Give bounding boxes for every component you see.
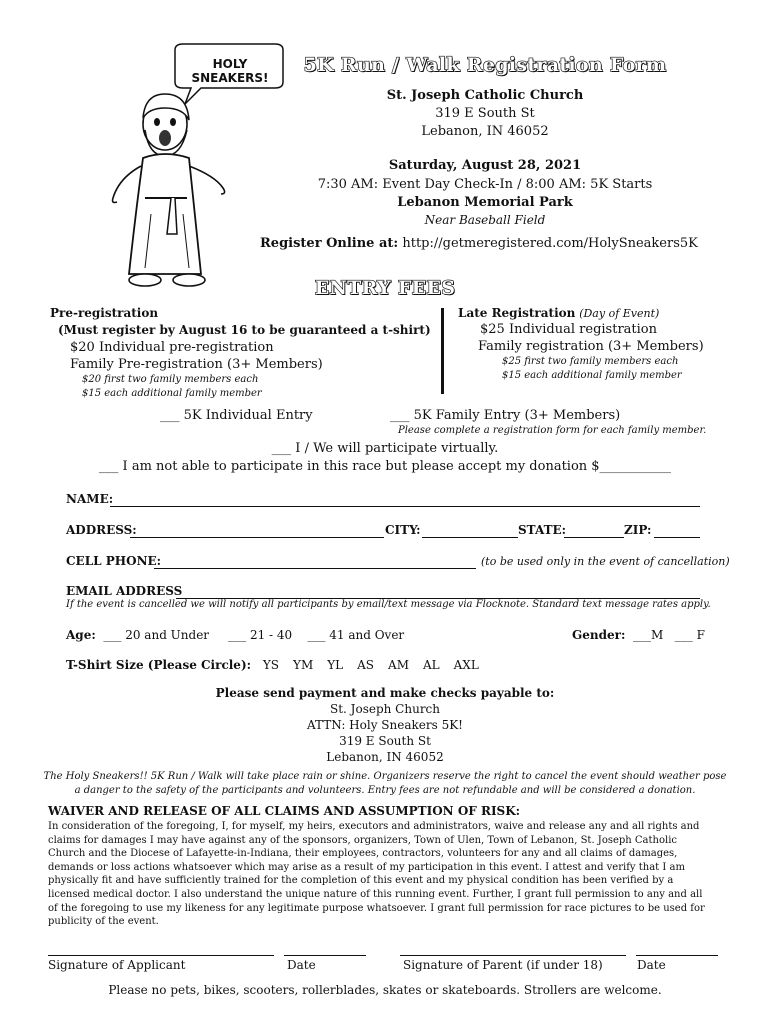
state-label: STATE: (518, 523, 567, 537)
age-option-41-over[interactable]: ___ 41 and Over (307, 628, 405, 642)
tshirt-size-option[interactable]: AS (357, 658, 375, 672)
date-line-2[interactable] (636, 955, 718, 956)
tshirt-size-options (263, 658, 493, 672)
tshirt-size-option[interactable]: YM (293, 658, 314, 672)
rain-notice-1: The Holy Sneakers!! 5K Run / Walk will take place rain or shine. Organizers reserve the right to cancel the event should weather pose (43, 771, 727, 782)
parent-signature-label: Signature of Parent (if under 18) (403, 958, 603, 972)
pre-registration-must: (Must register by August 16 to be guaranteed a t-shirt) (58, 323, 431, 337)
waiver-line: Church and the Diocese of Lafayette-in-Indiana, their employees, contractors, volunteers for any and all claims of damages, (48, 848, 678, 860)
tshirt-size-option[interactable]: AL (422, 658, 440, 672)
zip-field[interactable] (654, 523, 700, 538)
age-label: Age: (66, 628, 96, 642)
parent-signature-line[interactable] (400, 955, 626, 956)
late-family-note-2: $15 each additional family member (502, 370, 682, 381)
venue-note: Near Baseball Field (424, 213, 546, 227)
waiver-line: physically fit and have sufficiently trained for the completion of this event and my physical condition has been verified by a (48, 875, 674, 887)
gender-label: Gender: (572, 628, 626, 642)
city-field[interactable] (422, 523, 518, 538)
cell-phone-note: (to be used only in the event of cancellation) (481, 555, 730, 568)
waiver-line: In consideration of the foregoing, I, for myself, my heirs, executors and administrators, waive and release any and all rights and (48, 821, 700, 832)
gender-option-f[interactable]: ___ F (674, 628, 705, 642)
register-url-link[interactable]: http://getmeregistered.com/HolySneakers5K (402, 236, 698, 251)
footer-note: Please no pets, bikes, scooters, rollerblades, skates or skateboards. Strollers are welcome. (108, 983, 662, 997)
date-label-2: Date (637, 958, 666, 972)
name-field[interactable] (110, 492, 700, 507)
individual-entry-option[interactable]: ___ 5K Individual Entry (160, 408, 313, 423)
city-label: CITY: (385, 523, 421, 537)
address-field[interactable] (130, 523, 384, 538)
late-individual-fee: $25 Individual registration (480, 322, 657, 337)
late-title-note: (Day of Event) (579, 307, 660, 320)
tshirt-label: T-Shirt Size (Please Circle): (66, 658, 252, 672)
donation-option[interactable]: ___ I am not able to participate in this race but please accept my donation $___________ (98, 459, 672, 474)
late-family-fee: Family registration (3+ Members) (478, 339, 704, 354)
fees-divider (441, 308, 444, 394)
date-label-1: Date (287, 958, 316, 972)
cell-phone-label: CELL PHONE: (66, 554, 162, 568)
email-note: If the event is cancelled we will notify all participants by email/text message via Flocknote. Standard text message rates apply. (66, 599, 711, 610)
org-street: 319 E South St (435, 106, 535, 121)
age-option-21-40[interactable]: ___ 21 - 40 (228, 628, 293, 642)
virtual-option[interactable]: ___ I / We will participate virtually. (271, 441, 499, 456)
payment-line-2: ATTN: Holy Sneakers 5K! (307, 718, 463, 732)
tshirt-row (66, 658, 493, 672)
register-online (260, 236, 760, 251)
org-name: St. Joseph Catholic Church (386, 88, 584, 103)
waiver-line: demands or loss actions whatsoever which may arise as a result of my participation in this event. I attest and verify that I am (48, 861, 685, 873)
tshirt-size-option[interactable]: AXL (453, 658, 479, 672)
state-field[interactable] (564, 523, 624, 538)
cell-phone-field[interactable] (154, 554, 476, 569)
age-option-under-20[interactable]: ___ 20 and Under (103, 628, 210, 642)
register-label: Register Online at: (260, 236, 399, 251)
pre-family-note-2: $15 each additional family member (82, 388, 262, 399)
tshirt-size-option[interactable]: YL (327, 658, 344, 672)
address-label: ADDRESS: (66, 523, 137, 537)
gender-row (572, 628, 705, 642)
pre-family-fee: Family Pre-registration (3+ Members) (70, 357, 323, 372)
pre-registration-title: Pre-registration (50, 306, 159, 320)
entry-fees-heading: ENTRY FEES (314, 277, 456, 299)
venue-name: Lebanon Memorial Park (397, 195, 573, 210)
late-registration-title (458, 306, 659, 320)
waiver-line: of the foregoing to use my likeness for any legitimate purpose whatsoever. I grant full permission for race pictures to be used for (48, 902, 705, 914)
tshirt-size-option[interactable]: YS (262, 658, 280, 672)
gender-option-m[interactable]: ___M (633, 628, 664, 642)
page-title: 5K Run / Walk Registration Form (303, 54, 667, 76)
rain-notice-2: a danger to the safety of the participants and volunteers. Entry fees are not refundable and will be considered a donation. (74, 785, 696, 796)
late-title-text: Late Registration (458, 306, 576, 320)
org-city: Lebanon, IN 46052 (421, 124, 549, 139)
payment-line-3: 319 E South St (339, 734, 431, 748)
family-entry-note: Please complete a registration form for each family member. (398, 425, 707, 436)
payment-line-1: St. Joseph Church (329, 702, 440, 716)
email-label: EMAIL ADDRESS (66, 584, 183, 598)
waiver-line: claims for damages I may have against any of the sponsors, organizers, Town of Ulen, Town of Lebanon, St. Joseph Catholic (48, 834, 677, 846)
applicant-signature-label: Signature of Applicant (48, 958, 186, 972)
zip-label: ZIP: (624, 523, 652, 537)
payment-heading: Please send payment and make checks payable to: (215, 686, 555, 700)
event-times: 7:30 AM: Event Day Check-In / 8:00 AM: 5K Starts (317, 177, 653, 192)
date-line-1[interactable] (284, 955, 366, 956)
waiver-heading: WAIVER AND RELEASE OF ALL CLAIMS AND ASSUMPTION OF RISK: (48, 804, 521, 818)
email-field[interactable] (176, 584, 700, 599)
name-label: NAME: (66, 492, 114, 506)
pre-family-note-1: $20 first two family members each (82, 374, 259, 385)
late-family-note-1: $25 first two family members each (502, 356, 679, 367)
pre-individual-fee: $20 Individual pre-registration (70, 340, 274, 355)
applicant-signature-line[interactable] (48, 955, 274, 956)
age-row (66, 628, 404, 642)
waiver-text (48, 820, 728, 929)
payment-line-4: Lebanon, IN 46052 (326, 750, 444, 764)
event-date: Saturday, August 28, 2021 (388, 158, 582, 173)
speech-bubble-text: HOLY SNEAKERS! (191, 57, 269, 85)
tshirt-size-option[interactable]: AM (388, 658, 409, 672)
waiver-line: licensed medical doctor. I also understand the unique nature of this running event. Further, I grant full permission to any and all (48, 888, 703, 900)
waiver-line: publicity of the event. (48, 916, 159, 928)
family-entry-option[interactable]: ___ 5K Family Entry (3+ Members) (390, 408, 621, 423)
